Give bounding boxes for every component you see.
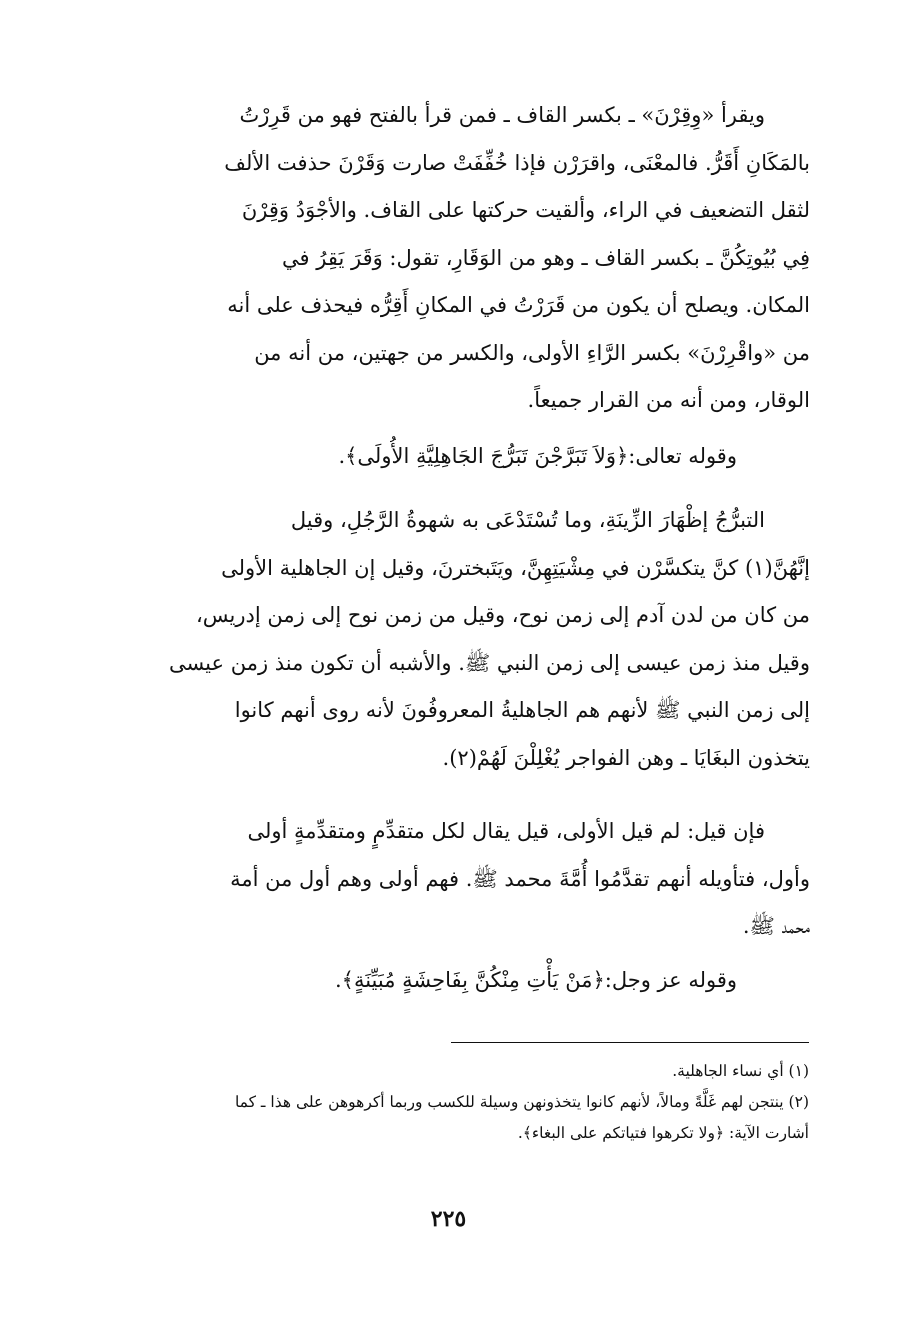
page-number: ٢٢٥ (430, 1206, 467, 1232)
text-line: يتخذون البغَايَا ـ وهن الفواجر يُغْلِلْنَ لَهُمْ(٢). (442, 745, 810, 770)
paragraph-1 (80, 92, 810, 425)
footnotes (79, 1056, 809, 1149)
text-line: لثقل التضعيف في الراء، وألقيت حركتها على القاف. والأجْوَدُ وَقِرْنَ (241, 198, 810, 222)
text-line: التبرُّجُ إظْهَارَ الزِّينَةِ، وما تُسْتَدْعَى به شهوةُ الرَّجُلِ، وقيل (290, 508, 765, 532)
text-line: إنَّهُنَّ(١) كنَّ يتكسَّرْن في مِشْيَتِهِنَّ، ويَتَبخترنَ، وقيل إن الجاهلية الأولى (221, 555, 810, 580)
verse-text: وقوله عز وجل:﴿مَنْ يَأْتِ مِنْكُنَّ بِفَاحِشَةٍ مُبَيِّنَةٍ﴾. (334, 968, 737, 992)
text-line: محمد ﷺ. (742, 914, 810, 938)
text-line: من «واقْرِرْنَ» بكسر الرَّاءِ الأولى، والكسر من جهتين، من أنه من (254, 340, 810, 365)
paragraph-3 (80, 808, 810, 951)
footnote-2: (٢) ينتجن لهم غَلَّةً ومالاً، لأنهم كانوا يتخذونهن وسيلة للكسب وربما أكرهوهن على هذا ـ كما (234, 1093, 809, 1111)
text-line: بالمَكَانِ أَقَرُّ. فالمعْنَى، واقرَرْن فإذا خُفِّفَتْ صارت وَقَرْنَ حذفت الألف (224, 150, 810, 175)
text-line: إلى زمن النبي ﷺ لأنهم هم الجاهليةُ المعروفُونَ لأنه روى أنهم كانوا (234, 698, 810, 722)
text-line: وقيل منذ زمن عيسى إلى زمن النبي ﷺ. والأشبه أن تكون منذ زمن عيسى (168, 650, 810, 675)
quran-verse-2 (87, 957, 737, 1005)
text-line: المكان. ويصلح أن يكون من قَرَرْتُ في المكانِ أَقِرُّه فيحذف على أنه (227, 293, 810, 317)
text-line: وأول، فتأويله أنهم تقدَّمُوا أُمَّةَ محمد ﷺ. فهم أولى وهم أول من أمة (230, 866, 810, 891)
paragraph-2 (80, 497, 810, 782)
quran-verse-1 (87, 433, 737, 481)
text-line: من كان من لدن آدم إلى زمن نوح، وقيل من زمن نوح إلى زمن إدريس، (195, 603, 810, 627)
text-line: فِي بُيُوتِكُنَّ ـ بكسر القاف ـ وهو من الوَقَارِ، تقول: وَقَرَ يَقِرُ في (282, 245, 810, 270)
verse-text: وقوله تعالى:﴿وَلاَ تَبَرَّجْنَ تَبَرُّجَ الجَاهِلِيَّةِ الأُولَى﴾. (338, 444, 737, 468)
footnote-divider (451, 1042, 809, 1043)
text-line: فإن قيل: لم قيل الأولى، قيل يقال لكل متقدِّمٍ ومتقدِّمةٍ أولى (247, 819, 765, 843)
text-line: الوقار، ومن أنه من القرار جميعاً. (527, 388, 810, 412)
footnote-1: (١) أي نساء الجاهلية. (672, 1062, 809, 1080)
text-line: ويقرأ «وِقِرْنَ» ـ بكسر القاف ـ فمن قرأ بالفتح فهو من قَرِرْتُ (239, 103, 765, 127)
footnote-2-continued: أشارت الآية: ﴿ولا تكرهوا فتياتكم على البغاء﴾. (517, 1124, 809, 1142)
